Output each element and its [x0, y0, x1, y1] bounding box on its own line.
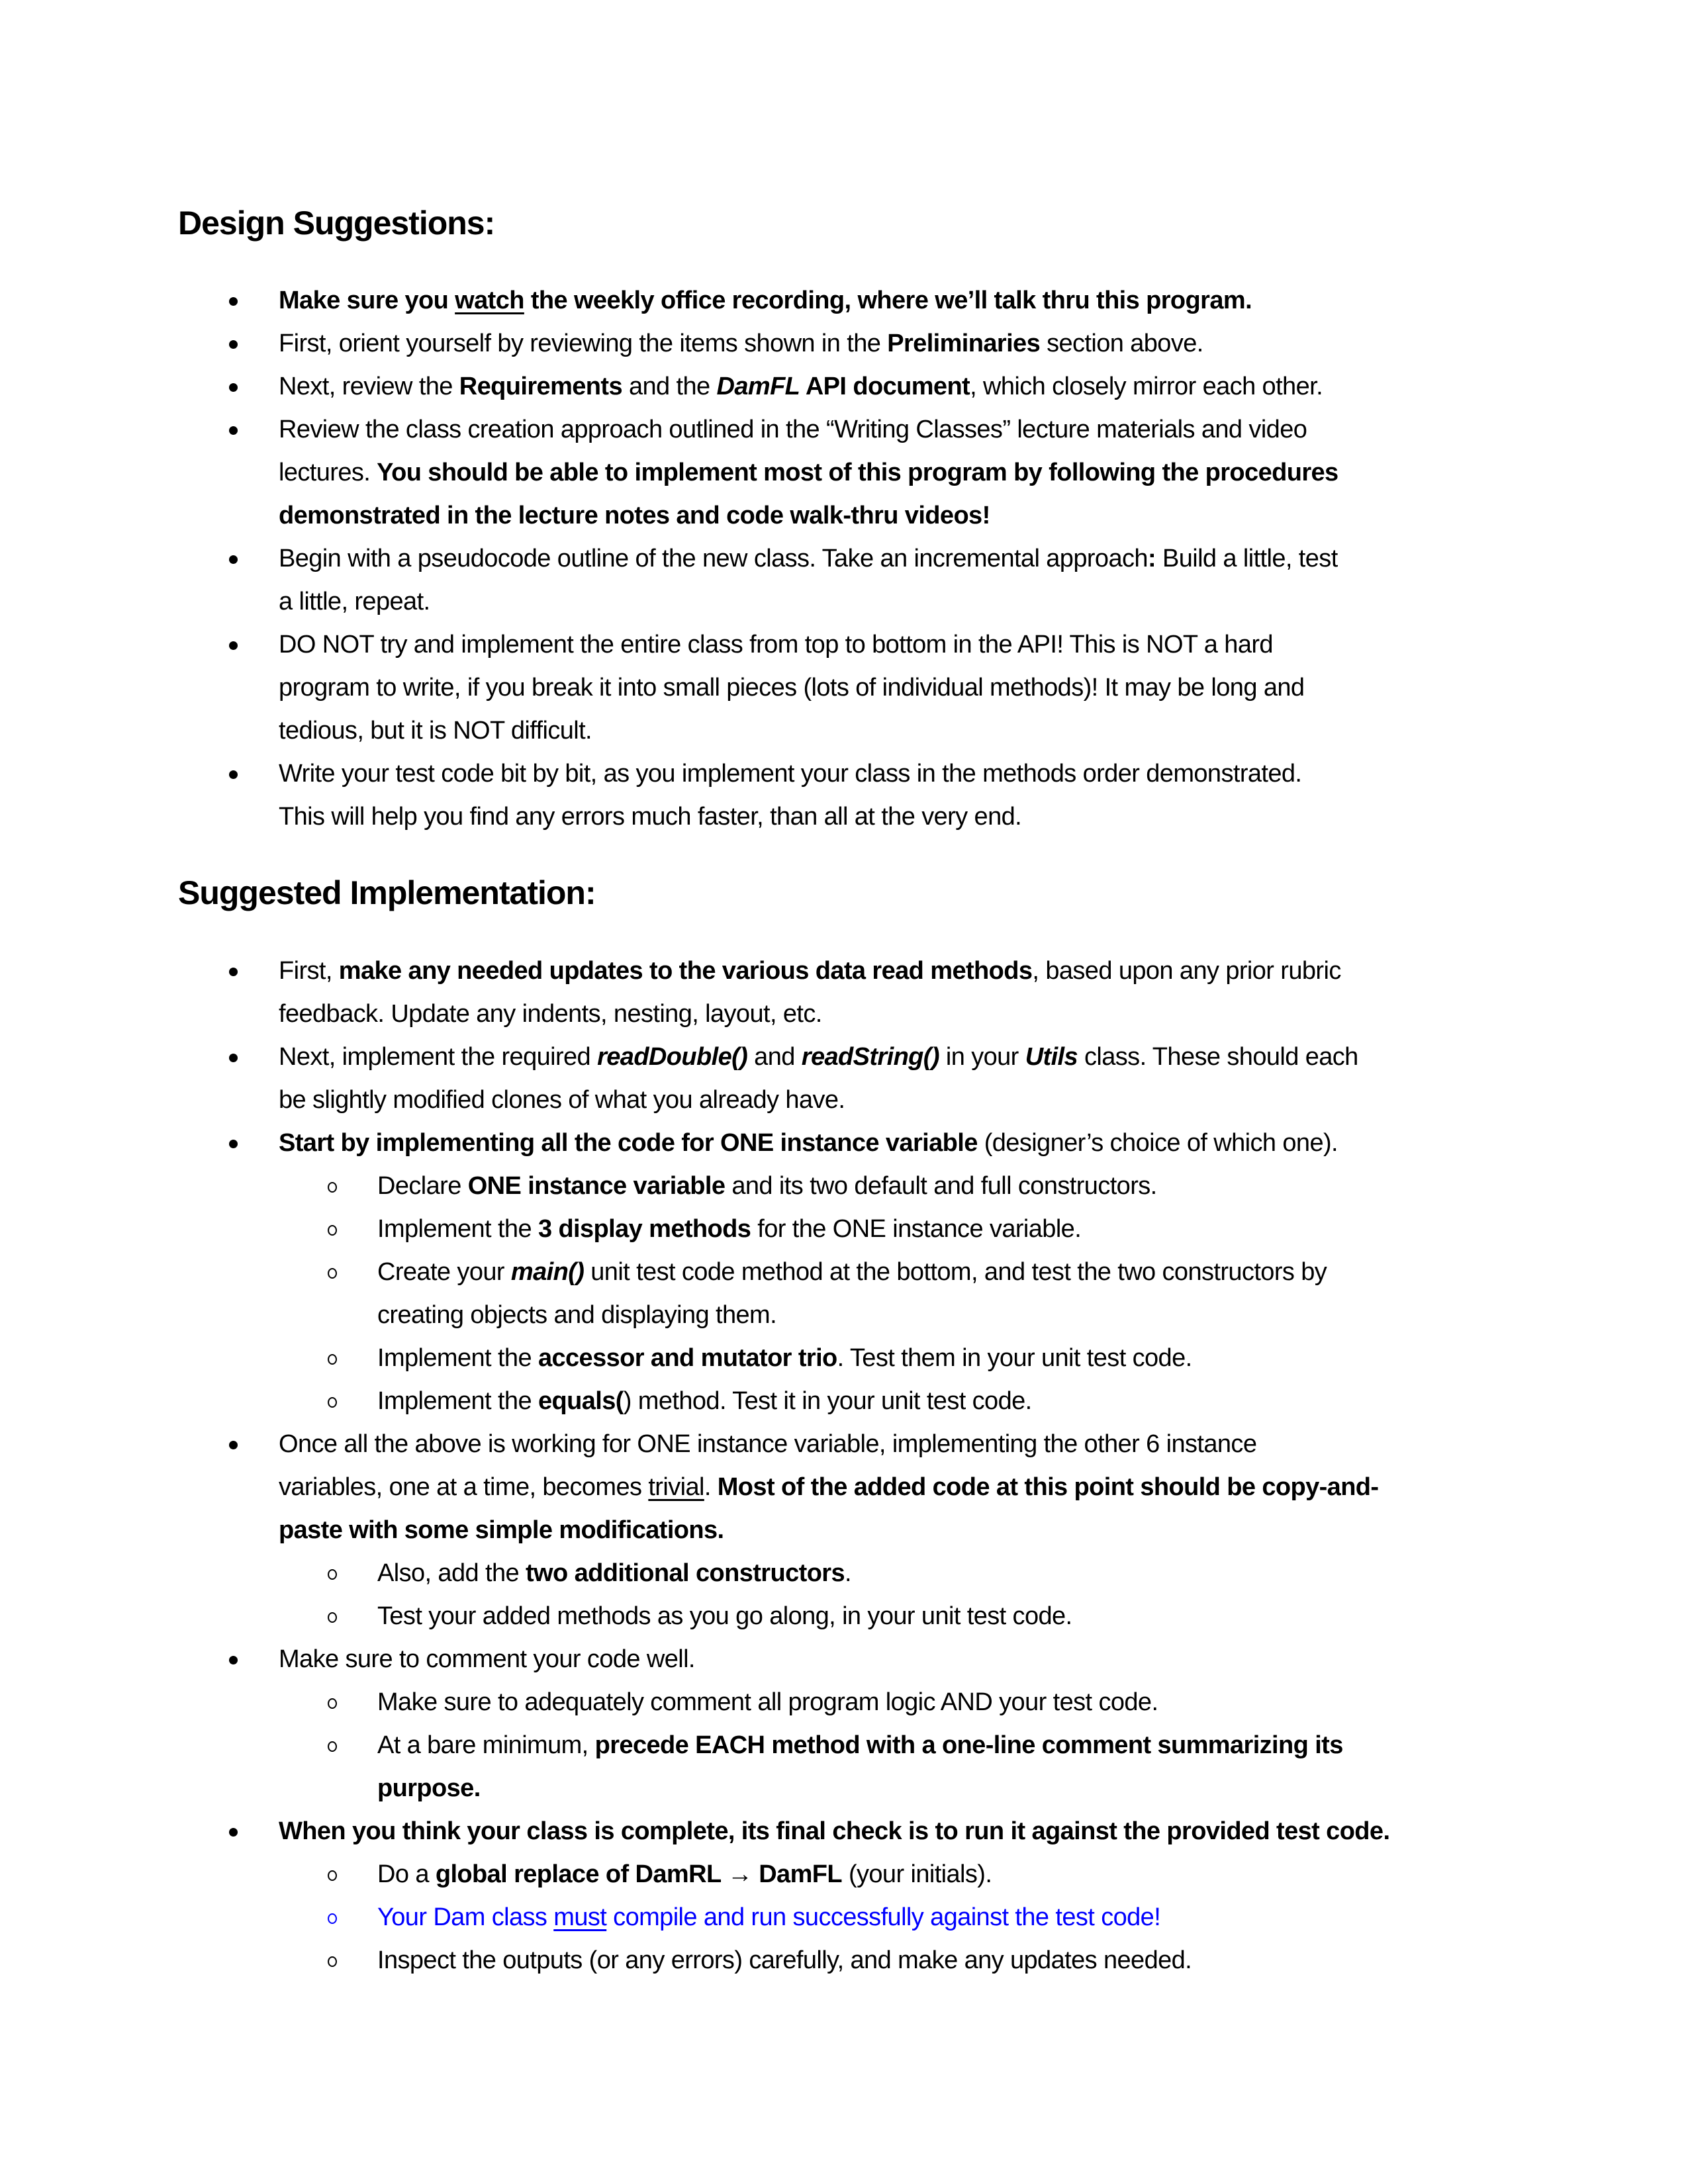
- text-segment: Next, review the: [279, 373, 459, 400]
- bullet-item: [0, 623, 1688, 752]
- bold-text: demonstrated in the lecture notes and code walk-thru videos!: [279, 502, 990, 529]
- bold-text: watch: [455, 287, 524, 314]
- bold-text: DamFL: [716, 373, 800, 400]
- text-line: [377, 1853, 1688, 1896]
- text-segment: At a bare minimum,: [377, 1731, 595, 1759]
- text-segment: and: [747, 1043, 802, 1071]
- bullet-circle-icon: [328, 1165, 337, 1208]
- bold-text: make any needed updates to the various data read methods: [338, 957, 1033, 985]
- text-segment: .: [704, 1473, 718, 1501]
- bullet-circle-icon: [328, 1853, 337, 1896]
- text-line: [279, 494, 1688, 537]
- text-line: [279, 666, 1688, 709]
- text-segment: and the: [622, 373, 717, 400]
- bullet-circle-icon: [328, 1552, 337, 1595]
- sub-bullet-item: [0, 1595, 1688, 1638]
- text-segment: lectures.: [279, 459, 377, 486]
- text-line: [279, 1036, 1688, 1079]
- text-line: [279, 709, 1688, 752]
- bold-text: Preliminaries: [887, 330, 1041, 357]
- text-segment: Implement the: [377, 1344, 538, 1372]
- design-suggestions-list: [0, 279, 1688, 839]
- bullet-dot-icon: [229, 537, 238, 580]
- text-line: [377, 1681, 1688, 1724]
- text-line: [377, 1294, 1688, 1337]
- text-segment: Make sure to adequately comment all program logic AND your test code.: [377, 1688, 1158, 1716]
- text-segment: class. These should each: [1078, 1043, 1358, 1071]
- text-segment: creating objects and displaying them.: [377, 1301, 777, 1329]
- text-segment: unit test code method at the bottom, and test the two constructors by: [584, 1258, 1327, 1286]
- bullet-dot-icon: [229, 752, 238, 796]
- text-segment: .: [845, 1559, 852, 1587]
- text-line: [279, 408, 1688, 451]
- text-line: [279, 537, 1688, 580]
- sub-bullet-item: [0, 1552, 1688, 1595]
- text-segment: be slightly modified clones of what you already have.: [279, 1086, 845, 1114]
- bold-text: :: [1147, 545, 1156, 572]
- text-segment: tedious, but it is NOT difficult.: [279, 717, 592, 745]
- text-line: [279, 950, 1688, 993]
- bullet-item: [0, 1036, 1688, 1122]
- document-page: [0, 202, 1688, 1982]
- text-segment: must: [553, 1903, 607, 1931]
- sub-bullet-item: [0, 1165, 1688, 1208]
- bullet-dot-icon: [229, 1810, 238, 1853]
- bullet-item: [0, 1122, 1688, 1165]
- bold-text: purpose.: [377, 1774, 481, 1802]
- bullet-item: [0, 537, 1688, 623]
- bullet-dot-icon: [229, 1423, 238, 1466]
- text-segment: section above.: [1040, 330, 1203, 357]
- bullet-item: [0, 408, 1688, 537]
- text-line: [279, 752, 1688, 796]
- text-segment: Begin with a pseudocode outline of the new class. Take an incremental approach: [279, 545, 1148, 572]
- text-segment: , which closely mirror each other.: [970, 373, 1323, 400]
- text-line: [279, 580, 1688, 623]
- text-segment: Make sure to comment your code well.: [279, 1645, 695, 1673]
- text-segment: (your initials).: [841, 1860, 992, 1888]
- bold-text: When you think your class is complete, its final check is to run it against the provided test code.: [279, 1817, 1390, 1845]
- bullet-dot-icon: [229, 322, 238, 365]
- bullet-item: [0, 1638, 1688, 1681]
- bold-text: Make sure you: [279, 287, 455, 314]
- text-line: [377, 1767, 1688, 1810]
- bullet-item: [0, 752, 1688, 839]
- text-segment: variables, one at a time, becomes: [279, 1473, 649, 1501]
- text-segment: First,: [279, 957, 339, 985]
- bullet-dot-icon: [229, 623, 238, 666]
- text-segment: First, orient yourself by reviewing the items shown in the: [279, 330, 888, 357]
- text-line: [377, 1896, 1688, 1939]
- text-segment: Once all the above is working for ONE instance variable, implementing the other 6 instance: [279, 1430, 1257, 1458]
- text-line: [377, 1552, 1688, 1595]
- text-line: [279, 1122, 1688, 1165]
- bold-text: API document: [800, 373, 970, 400]
- text-line: [279, 1509, 1688, 1552]
- sub-bullet-item: [0, 1939, 1688, 1982]
- text-line: [279, 451, 1688, 494]
- text-line: [279, 796, 1688, 839]
- bullet-circle-icon: [328, 1251, 337, 1294]
- bullet-item: [0, 1423, 1688, 1552]
- text-line: [377, 1208, 1688, 1251]
- sub-bullet-item: [0, 1380, 1688, 1423]
- text-segment: Declare: [377, 1172, 468, 1200]
- bullet-circle-icon: [328, 1380, 337, 1423]
- bold-text: paste with some simple modifications.: [279, 1516, 724, 1544]
- text-segment: Implement the: [377, 1387, 538, 1415]
- bold-text: You should be able to implement most of this program by following the procedures: [377, 459, 1338, 486]
- text-line: [377, 1337, 1688, 1380]
- bold-text: Most of the added code at this point should be copy-and-: [717, 1473, 1379, 1501]
- text-line: [279, 365, 1688, 408]
- bold-text: the weekly office recording, where we’ll talk thru this program.: [524, 287, 1252, 314]
- sub-bullet-item: [0, 1724, 1688, 1810]
- sub-bullet-item: [0, 1853, 1688, 1896]
- bold-text: precede EACH method with a one-line comment summarizing its: [594, 1731, 1343, 1759]
- bullet-dot-icon: [229, 1122, 238, 1165]
- bold-text: readDouble(): [597, 1043, 748, 1071]
- text-segment: a little, repeat.: [279, 588, 430, 615]
- bold-text: equals(: [538, 1387, 624, 1415]
- sub-bullet-item: [0, 1337, 1688, 1380]
- text-segment: DO NOT try and implement the entire class from top to bottom in the API! This is NOT a hard: [279, 631, 1273, 659]
- bullet-dot-icon: [229, 1036, 238, 1079]
- sub-bullet-item: [0, 1251, 1688, 1337]
- bullet-item: [0, 322, 1688, 365]
- text-line: [377, 1251, 1688, 1294]
- bullet-dot-icon: [229, 950, 238, 993]
- text-segment: This will help you find any errors much faster, than all at the very end.: [279, 803, 1022, 831]
- text-line: [279, 993, 1688, 1036]
- bullet-circle-icon: [328, 1595, 337, 1638]
- text-line: [377, 1595, 1688, 1638]
- text-segment: Build a little, test: [1156, 545, 1338, 572]
- text-segment: Create your: [377, 1258, 511, 1286]
- bold-text: ONE instance variable: [467, 1172, 726, 1200]
- text-segment: Inspect the outputs (or any errors) carefully, and make any updates needed.: [377, 1946, 1192, 1974]
- bold-text: two additional constructors: [525, 1559, 845, 1587]
- text-segment: Test your added methods as you go along, in your unit test code.: [377, 1602, 1072, 1630]
- text-segment: Also, add the: [377, 1559, 526, 1587]
- bullet-circle-icon: [328, 1724, 337, 1767]
- text-line: [377, 1939, 1688, 1982]
- text-segment: feedback. Update any indents, nesting, layout, etc.: [279, 1000, 822, 1028]
- bold-text: Utils: [1025, 1043, 1078, 1071]
- text-segment: program to write, if you break it into small pieces (lots of individual methods)! It may be long and: [279, 674, 1305, 702]
- text-line: [377, 1380, 1688, 1423]
- bullet-dot-icon: [229, 1638, 238, 1681]
- bullet-circle-icon: [328, 1939, 337, 1982]
- bold-text: 3 display methods: [538, 1215, 751, 1243]
- text-line: [377, 1165, 1688, 1208]
- sub-bullet-item: [0, 1208, 1688, 1251]
- bullet-item: [0, 1810, 1688, 1853]
- sub-bullet-item: [0, 1681, 1688, 1724]
- suggested-implementation-heading: Suggested Implementation:: [178, 874, 596, 911]
- bold-text: accessor and mutator trio: [538, 1344, 837, 1372]
- sub-bullet-item: [0, 1896, 1688, 1939]
- bullet-item: [0, 950, 1688, 1036]
- text-segment: . Test them in your unit test code.: [837, 1344, 1192, 1372]
- bullet-item: [0, 365, 1688, 408]
- text-segment: Do a: [377, 1860, 436, 1888]
- text-line: [279, 322, 1688, 365]
- text-segment: in your: [939, 1043, 1025, 1071]
- text-segment: Review the class creation approach outlined in the “Writing Classes” lecture materials and video: [279, 416, 1307, 443]
- bold-text: readString(): [801, 1043, 939, 1071]
- design-suggestions-heading: Design Suggestions:: [178, 205, 495, 242]
- bullet-circle-icon: [328, 1337, 337, 1380]
- text-segment: (designer’s choice of which one).: [977, 1129, 1338, 1157]
- text-segment: Next, implement the required: [279, 1043, 598, 1071]
- bullet-item: [0, 279, 1688, 322]
- bold-text: Start by implementing all the code for ONE instance variable: [279, 1129, 978, 1157]
- text-segment: for the ONE instance variable.: [751, 1215, 1082, 1243]
- text-line: [279, 279, 1688, 322]
- bullet-dot-icon: [229, 365, 238, 408]
- bullet-dot-icon: [229, 408, 238, 451]
- text-segment: ) method. Test it in your unit test code.: [623, 1387, 1032, 1415]
- bullet-circle-icon: [328, 1208, 337, 1251]
- bold-text: global replace of DamRL → DamFL: [435, 1860, 842, 1888]
- text-line: [279, 1810, 1688, 1853]
- text-line: [279, 623, 1688, 666]
- text-segment: Write your test code bit by bit, as you implement your class in the methods order demonstrated.: [279, 760, 1302, 788]
- text-line: [377, 1724, 1688, 1767]
- bold-text: Requirements: [459, 373, 622, 400]
- bullet-circle-icon: [328, 1681, 337, 1724]
- text-segment: Your Dam class: [377, 1903, 554, 1931]
- text-line: [279, 1079, 1688, 1122]
- text-segment: and its two default and full constructors.: [725, 1172, 1157, 1200]
- bullet-circle-icon: [328, 1896, 337, 1939]
- text-line: [279, 1423, 1688, 1466]
- bullet-dot-icon: [229, 279, 238, 322]
- suggested-implementation-list: [0, 950, 1688, 1982]
- text-segment: Implement the: [377, 1215, 538, 1243]
- text-segment: compile and run successfully against the test code!: [606, 1903, 1161, 1931]
- text-line: [279, 1466, 1688, 1509]
- text-line: [279, 1638, 1688, 1681]
- text-segment: , based upon any prior rubric: [1032, 957, 1341, 985]
- bold-text: main(): [510, 1258, 585, 1286]
- text-segment: trivial: [648, 1473, 704, 1501]
